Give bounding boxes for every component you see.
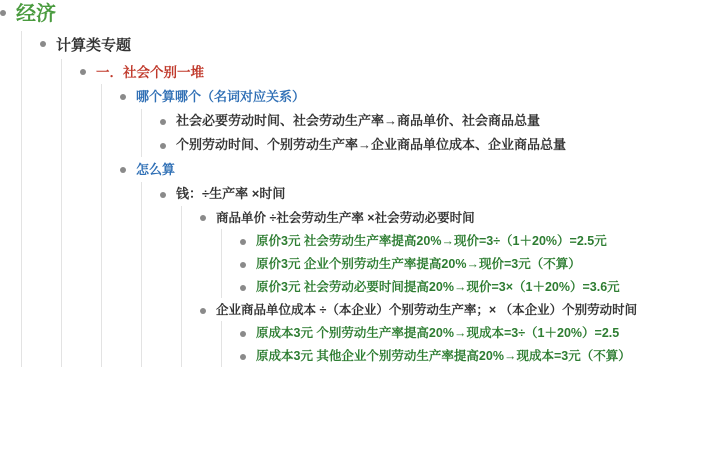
outline-item[interactable]: [240, 344, 721, 367]
outline-item[interactable]: [160, 133, 721, 157]
bullet-icon: [240, 285, 246, 291]
outline-item[interactable]: [240, 275, 721, 298]
outline-item[interactable]: [200, 206, 721, 299]
outline-item-label: 原价3元 社会劳动必要时间提高20%→现价=3×（1＋20%）=3.6元: [256, 279, 620, 294]
bullet-icon: [120, 94, 126, 100]
outline-item-label: 钱：÷生产率 ×时间: [176, 185, 286, 201]
outline-item[interactable]: [240, 229, 721, 252]
outline-branch: [216, 321, 721, 367]
outline-item-label: 个别劳动时间、个别劳动生产率→企业商品单位成本、企业商品总量: [176, 137, 567, 152]
bullet-icon: [120, 167, 126, 173]
bullet-icon: [240, 354, 246, 360]
bullet-icon: [240, 262, 246, 268]
outline-item[interactable]: [120, 157, 721, 368]
outline-branch: [96, 84, 721, 367]
outline-branch: [136, 109, 721, 157]
bullet-icon: [0, 10, 6, 16]
outline-branch: [56, 59, 721, 368]
bullet-icon: [200, 308, 206, 314]
outline-branch: [176, 206, 721, 368]
bullet-icon: [240, 239, 246, 245]
outline-item[interactable]: [120, 84, 721, 157]
outline-item[interactable]: [160, 182, 721, 368]
outline-item[interactable]: [240, 321, 721, 344]
outline-item-label: 原成本3元 个别劳动生产率提高20%→现成本=3÷（1＋20%）=2.5: [256, 326, 620, 341]
outline-item[interactable]: [160, 109, 721, 133]
outline-item[interactable]: [40, 31, 721, 367]
outline-item-label: 一．社会个别一堆: [96, 64, 204, 80]
outline-item-label: 商品单价 ÷社会劳动生产率 ×社会劳动必要时间: [216, 210, 475, 225]
outline-item-label: 企业商品单位成本 ÷（本企业）个别劳动生产率；× （本企业）个别劳动时间: [216, 303, 638, 318]
outline-item-label: 怎么算: [136, 161, 176, 177]
bullet-icon: [160, 192, 166, 198]
outline-item[interactable]: [240, 252, 721, 275]
outline-item[interactable]: [200, 298, 721, 367]
bullet-icon: [200, 215, 206, 221]
outline-branch: [136, 182, 721, 368]
outline-branch: [16, 31, 721, 367]
outline-branch: [216, 229, 721, 298]
outline-item-label: 哪个算哪个（名词对应关系）: [136, 89, 306, 105]
bullet-icon: [80, 69, 86, 75]
outline-item-label: 社会必要劳动时间、社会劳动生产率→商品单价、社会商品总量: [176, 113, 541, 129]
outline-item-label: 原成本3元 其他企业个别劳动生产率提高20%→现成本=3元（不算）: [256, 349, 631, 364]
bullet-icon: [160, 119, 166, 125]
bullet-icon: [160, 143, 166, 149]
outline-item-label: 原价3元 社会劳动生产率提高20%→现价=3÷（1＋20%）=2.5元: [256, 233, 607, 248]
bullet-icon: [40, 41, 46, 47]
outline-item-label: 原价3元 企业个别劳动生产率提高20%→现价=3元（不算）: [256, 256, 581, 271]
outline-item-label: 计算类专题: [56, 37, 132, 54]
outline-item[interactable]: [80, 59, 721, 368]
outline-item-label: 经济: [16, 3, 56, 25]
bullet-icon: [240, 331, 246, 337]
